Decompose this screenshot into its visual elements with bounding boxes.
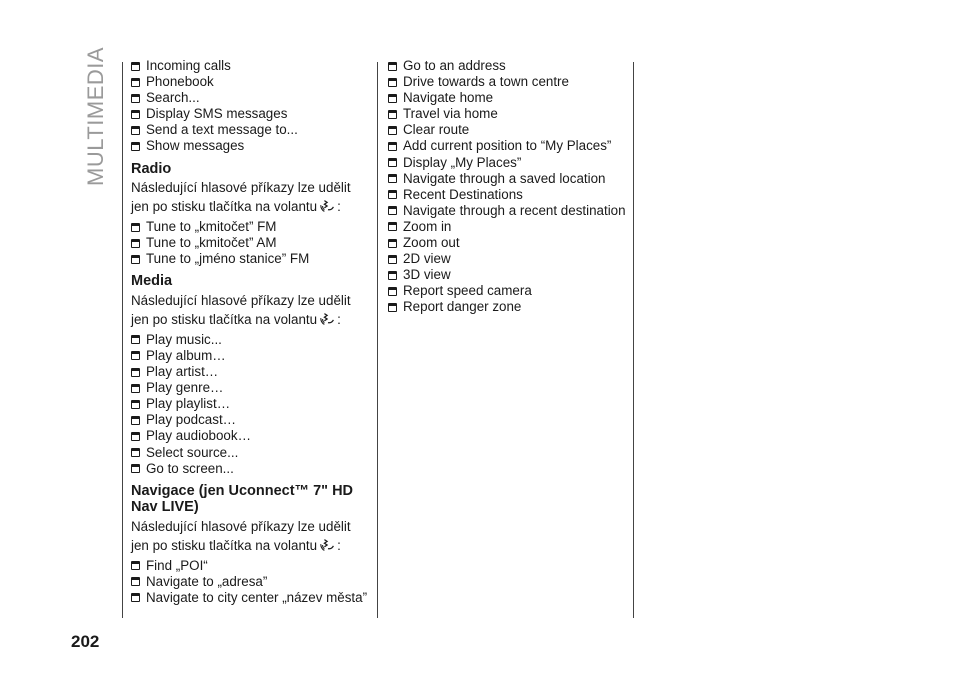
list-item-text: Report danger zone (403, 299, 522, 315)
list-item-text: Report speed camera (403, 283, 532, 299)
voice-command-icon (319, 536, 337, 554)
column-divider-middle (377, 62, 378, 618)
list-item (131, 364, 371, 380)
column-divider-left (122, 62, 123, 618)
square-bullet-icon (388, 158, 397, 167)
square-bullet-icon (131, 464, 140, 473)
section-title-vertical: MULTIMEDIA (83, 46, 108, 186)
list-item-text: Add current position to “My Places” (403, 138, 612, 154)
square-bullet-icon (131, 126, 140, 135)
square-bullet-icon (131, 593, 140, 602)
square-bullet-icon (388, 110, 397, 119)
list-item-text: Tune to „kmitočet” FM (146, 219, 277, 235)
list-item (388, 138, 628, 154)
right-column (388, 58, 628, 316)
square-bullet-icon (388, 62, 397, 71)
list-item (131, 348, 371, 364)
square-bullet-icon (131, 384, 140, 393)
list-item-text: Zoom out (403, 235, 460, 251)
square-bullet-icon (388, 271, 397, 280)
list-item (388, 203, 628, 219)
square-bullet-icon (388, 255, 397, 264)
square-bullet-icon (131, 110, 140, 119)
media-intro: Následující hlasové příkazy lze udělit jen po stisku tlačítka na volantu : (131, 292, 351, 327)
list-item (388, 299, 628, 315)
list-item (131, 461, 371, 477)
navigation-command-list (131, 558, 371, 606)
list-item-text: Send a text message to... (146, 122, 298, 138)
square-bullet-icon (388, 174, 397, 183)
list-item (388, 187, 628, 203)
list-item (131, 138, 371, 154)
media-heading: Media (131, 273, 173, 290)
page-number: 202 (71, 632, 100, 651)
list-item-text: Zoom in (403, 218, 452, 234)
square-bullet-icon (131, 94, 140, 103)
list-item-text: Play artist… (146, 364, 219, 380)
phone-command-list (131, 58, 371, 155)
square-bullet-icon (131, 351, 140, 360)
list-item-text: Display SMS messages (146, 106, 288, 122)
list-item-text: Play podcast… (146, 412, 237, 428)
square-bullet-icon (388, 94, 397, 103)
list-item (388, 283, 628, 299)
list-item (131, 574, 371, 590)
list-item (388, 171, 628, 187)
list-item-text: 2D view (403, 251, 451, 267)
list-item (131, 445, 371, 461)
list-item-text: Show messages (146, 138, 245, 154)
square-bullet-icon (131, 239, 140, 248)
list-item (131, 106, 371, 122)
list-item (131, 396, 371, 412)
list-item-text: 3D view (403, 267, 451, 283)
list-item-text: Find „POI“ (146, 557, 208, 573)
left-column (131, 58, 371, 606)
square-bullet-icon (131, 255, 140, 264)
square-bullet-icon (131, 448, 140, 457)
list-item (388, 58, 628, 74)
list-item (388, 251, 628, 267)
list-item (131, 251, 371, 267)
list-item (131, 58, 371, 74)
list-item-text: Drive towards a town centre (403, 74, 569, 90)
column-divider-right (633, 62, 634, 618)
list-item-text: Tune to „kmitočet” AM (146, 235, 277, 251)
navigation-intro: Následující hlasové příkazy lze udělit jen po stisku tlačítka na volantu : (131, 518, 351, 553)
list-item (131, 235, 371, 251)
square-bullet-icon (388, 78, 397, 87)
list-item (131, 332, 371, 348)
square-bullet-icon (388, 190, 397, 199)
list-item (388, 90, 628, 106)
square-bullet-icon (131, 62, 140, 71)
square-bullet-icon (131, 335, 140, 344)
radio-command-list (131, 219, 371, 267)
list-item-text: Display „My Places” (403, 154, 522, 170)
list-item-text: Play music... (146, 331, 222, 347)
square-bullet-icon (131, 400, 140, 409)
list-item (131, 380, 371, 396)
list-item-text: Navigate to city center „název města” (146, 589, 368, 605)
list-item-text: Tune to „jméno stanice” FM (146, 251, 310, 267)
list-item (388, 106, 628, 122)
media-command-list (131, 332, 371, 477)
list-item (388, 155, 628, 171)
square-bullet-icon (131, 577, 140, 586)
square-bullet-icon (388, 142, 397, 151)
square-bullet-icon (388, 287, 397, 296)
list-item-text: Travel via home (403, 106, 498, 122)
square-bullet-icon (131, 78, 140, 87)
navigation-heading: Navigace (jen Uconnect™ 7" HD Nav LIVE) (131, 482, 354, 516)
list-item-text: Play album… (146, 347, 226, 363)
square-bullet-icon (131, 561, 140, 570)
list-item-text: Play genre… (146, 380, 224, 396)
list-item (131, 74, 371, 90)
square-bullet-icon (131, 432, 140, 441)
list-item-text: Navigate through a recent destination (403, 202, 626, 218)
square-bullet-icon (131, 416, 140, 425)
navigation-extra-command-list (388, 58, 628, 316)
list-item (388, 219, 628, 235)
list-item-text: Play audiobook… (146, 428, 251, 444)
square-bullet-icon (131, 223, 140, 232)
list-item-text: Navigate to „adresa” (146, 573, 268, 589)
list-item (131, 590, 371, 606)
list-item (388, 267, 628, 283)
list-item (131, 219, 371, 235)
voice-command-icon (319, 197, 337, 215)
list-item (131, 558, 371, 574)
square-bullet-icon (388, 303, 397, 312)
radio-intro: Následující hlasové příkazy lze udělit jen po stisku tlačítka na volantu : (131, 180, 351, 215)
list-item-text: Recent Destinations (403, 186, 523, 202)
square-bullet-icon (388, 126, 397, 135)
list-item (388, 74, 628, 90)
list-item (131, 90, 371, 106)
list-item-text: Phonebook (146, 74, 214, 90)
square-bullet-icon (388, 239, 397, 248)
list-item-text: Go to screen... (146, 460, 234, 476)
list-item (388, 122, 628, 138)
list-item-text: Play playlist… (146, 396, 231, 412)
list-item-text: Clear route (403, 122, 470, 138)
list-item-text: Navigate through a saved location (403, 170, 606, 186)
square-bullet-icon (388, 206, 397, 215)
voice-command-icon (319, 310, 337, 328)
list-item-text: Incoming calls (146, 58, 231, 73)
list-item (131, 122, 371, 138)
square-bullet-icon (131, 142, 140, 151)
list-item (131, 428, 371, 444)
list-item-text: Navigate home (403, 90, 494, 106)
radio-heading: Radio (131, 160, 172, 177)
list-item (388, 235, 628, 251)
list-item-text: Go to an address (403, 58, 506, 73)
list-item-text: Select source... (146, 444, 239, 460)
list-item (131, 412, 371, 428)
square-bullet-icon (388, 222, 397, 231)
square-bullet-icon (131, 368, 140, 377)
list-item-text: Search... (146, 90, 200, 106)
